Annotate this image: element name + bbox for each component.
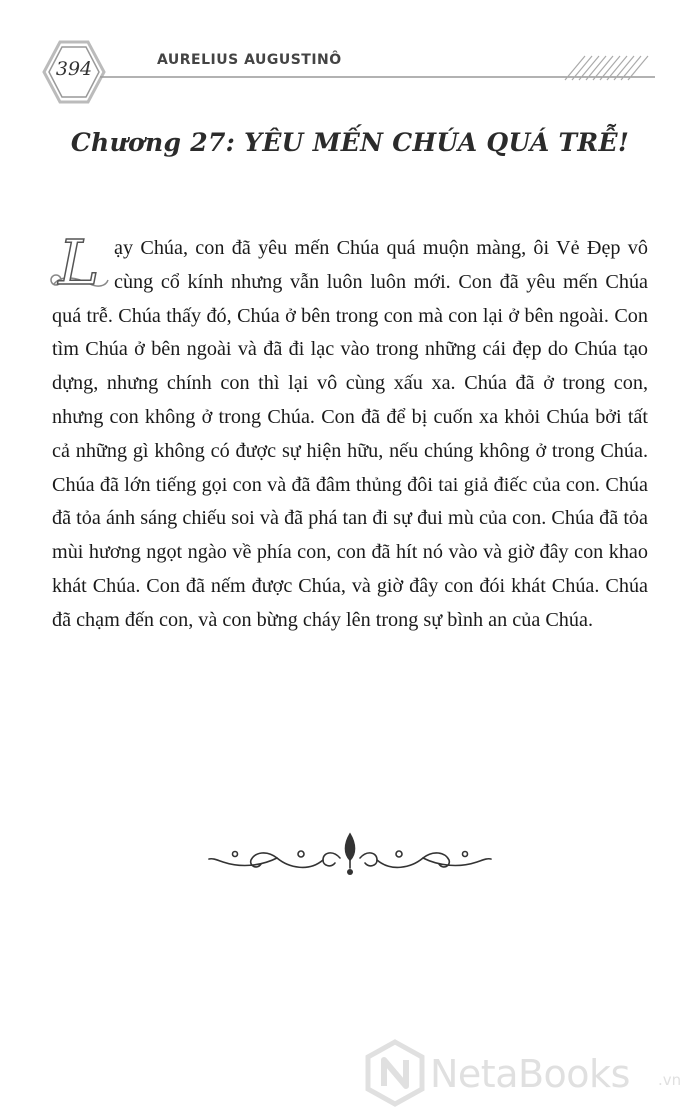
drop-cap bbox=[48, 226, 110, 299]
header-hatch-decoration bbox=[560, 54, 650, 82]
page-header bbox=[0, 0, 700, 110]
running-head-author: AURELIUS AUGUSTINÔ bbox=[157, 52, 342, 68]
chapter-title: Chương 27: YÊU MẾN CHÚA QUÁ TRỄ! bbox=[70, 128, 630, 157]
drop-cap-letter: L bbox=[58, 226, 100, 299]
watermark-brand: NetaBooks bbox=[430, 1052, 630, 1096]
body-paragraph: ạy Chúa, con đã yêu mến Chúa quá muộn màng, ôi Vẻ Đẹp vô cùng cổ kính nhưng vẫn luôn luôn mới. Con đã yêu mến Chúa quá trễ. Chúa thấy đó, Chúa ở bên trong con mà con lại ở bên ngoài. Con tìm Chúa ở bên ngoài và đã đi lạc vào trong những cái đẹp do Chúa tạo dựng, nhưng chính con thì lại vô cùng xấu xa. Chúa đã ở trong con, nhưng con không ở trong Chúa. Con đã để bị cuốn xa khỏi Chúa bởi tất cả những gì không có được sự hiện hữu, nếu chúng không ở trong Chúa. Chúa đã lớn tiếng gọi con và đã đâm thủng đôi tai giả điếc của con. Chúa đã tỏa ánh sáng chiếu soi và đã phá tan đi sự đui mù của con. Chúa đã tỏa mùi hương ngọt ngào về phía con, con đã hít nó vào và giờ đây con khao khát Chúa. Con đã nếm được Chúa, và giờ đây con đói khát Chúa. Chúa đã chạm đến con, và con bừng cháy lên trong sự bình an của Chúa. bbox=[52, 237, 648, 631]
ornament-divider-icon bbox=[205, 828, 495, 884]
chapter-body bbox=[52, 226, 648, 638]
watermark-suffix: .vn bbox=[658, 1071, 682, 1089]
page-number: 394 bbox=[55, 58, 93, 80]
